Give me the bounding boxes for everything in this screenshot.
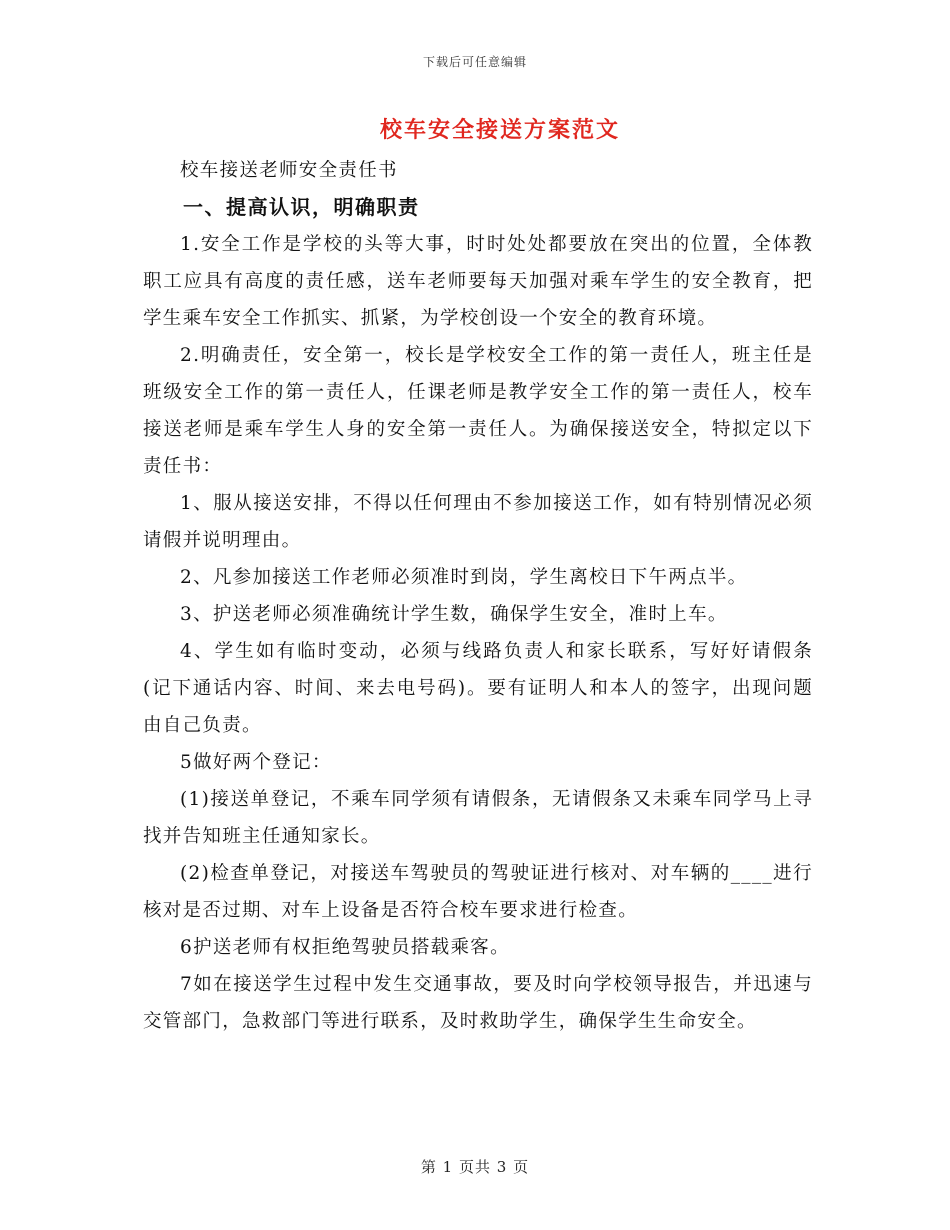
page-indicator: 第 1 页共 3 页	[420, 1158, 530, 1176]
body-paragraph: 7如在接送学生过程中发生交通事故，要及时向学校领导报告，并迅速与交管部门，急救部门等进行联系，及时救助学生，确保学生生命安全。	[143, 974, 813, 1032]
document-title: 校车安全接送方案范文	[379, 117, 620, 143]
body-paragraph: 1、服从接送安排，不得以任何理由不参加接送工作，如有特别情况必须请假并说明理由。	[143, 493, 813, 551]
body-paragraph: 4、学生如有临时变动，必须与线路负责人和家长联系，写好好请假条(记下通话内容、时间、来去电号码)。要有证明人和本人的签字，出现问题由自己负责。	[143, 641, 813, 736]
subtitle-paragraph: 校车接送老师安全责任书	[180, 160, 398, 181]
body-paragraph: 6护送老师有权拒绝驾驶员搭载乘客。	[180, 937, 510, 958]
body-paragraph: (1)接送单登记，不乘车同学须有请假条，无请假条又未乘车同学马上寻找并告知班主任通知家长。	[143, 789, 813, 847]
body-paragraph: 3、护送老师必须准确统计学生数，确保学生安全，准时上车。	[180, 604, 728, 625]
body-paragraph: (2)检查单登记，对接送车驾驶员的驾驶证进行核对、对车辆的____进行核对是否过期、对车上设备是否符合校车要求进行检查。	[143, 863, 813, 921]
document-body	[143, 152, 813, 1040]
body-paragraph: 1.安全工作是学校的头等大事，时时处处都要放在突出的位置，全体教职工应具有高度的责任感，送车老师要每天加强对乘车学生的安全教育，把学生乘车安全工作抓实、抓紧，为学校创设一个安全的教育环境。	[143, 234, 813, 329]
body-paragraph: 5做好两个登记：	[180, 752, 332, 773]
body-paragraph: 2.明确责任，安全第一，校长是学校安全工作的第一责任人，班主任是班级安全工作的第一责任人，任课老师是教学安全工作的第一责任人，校车接送老师是乘车学生人身的安全第一责任人。为确保接送安全，特拟定以下责任书：	[143, 345, 813, 477]
body-paragraph: 2、凡参加接送工作老师必须准时到岗，学生离校日下午两点半。	[180, 567, 748, 588]
section-heading: 一、提高认识，明确职责	[183, 195, 420, 219]
header-note: 下载后可任意编辑	[422, 55, 527, 69]
